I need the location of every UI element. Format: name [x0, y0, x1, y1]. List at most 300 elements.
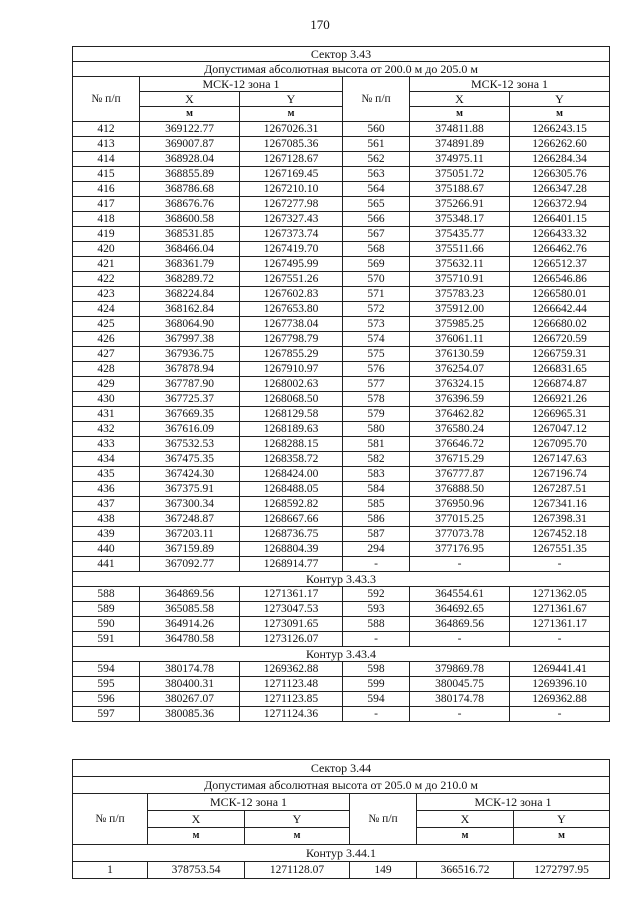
point-number: 436 — [73, 482, 140, 497]
y-value: 1267287.51 — [510, 482, 610, 497]
x-value: 376130.59 — [410, 347, 510, 362]
table-row — [73, 482, 610, 497]
table-row — [73, 677, 610, 692]
table-row — [73, 137, 610, 152]
point-number: 431 — [73, 407, 140, 422]
x-value: 380045.75 — [410, 677, 510, 692]
point-number: 585 — [343, 497, 410, 512]
y-header: Y — [240, 92, 343, 107]
point-number: 419 — [73, 227, 140, 242]
x-value: 375511.66 — [410, 242, 510, 257]
point-number: 579 — [343, 407, 410, 422]
y-value: 1267551.26 — [240, 272, 343, 287]
y-value: 1266512.37 — [510, 257, 610, 272]
table-row — [73, 862, 610, 879]
coord-system-header: МСК-12 зона 1 — [140, 77, 343, 92]
table-row — [73, 212, 610, 227]
x-value: 375912.00 — [410, 302, 510, 317]
table-row — [73, 227, 610, 242]
x-value: 367532.53 — [140, 437, 240, 452]
x-value: 367787.90 — [140, 377, 240, 392]
x-value: 375051.72 — [410, 167, 510, 182]
point-number: 420 — [73, 242, 140, 257]
y-value: 1268002.63 — [240, 377, 343, 392]
y-value: 1267551.35 — [510, 542, 610, 557]
table-row — [73, 167, 610, 182]
x-value: 375783.23 — [410, 287, 510, 302]
x-value: 364780.58 — [140, 632, 240, 647]
y-value: 1268189.63 — [240, 422, 343, 437]
x-value: 368289.72 — [140, 272, 240, 287]
x-value: 376396.59 — [410, 392, 510, 407]
y-value: 1266305.76 — [510, 167, 610, 182]
point-number: 428 — [73, 362, 140, 377]
table-row — [73, 407, 610, 422]
table-row — [73, 302, 610, 317]
x-value: - — [410, 557, 510, 572]
coordinates-table-sector-3-43 — [72, 46, 610, 722]
unit-label: м — [514, 828, 610, 845]
y-value: 1267653.80 — [240, 302, 343, 317]
point-number: 588 — [343, 617, 410, 632]
x-value: 364869.56 — [140, 587, 240, 602]
table-row — [73, 467, 610, 482]
y-value: 1267327.43 — [240, 212, 343, 227]
y-value: 1268068.50 — [240, 392, 343, 407]
table-row — [73, 617, 610, 632]
x-value: 375710.91 — [410, 272, 510, 287]
point-number: 573 — [343, 317, 410, 332]
point-number: 437 — [73, 497, 140, 512]
point-number: 432 — [73, 422, 140, 437]
x-value: 366516.72 — [417, 862, 514, 879]
y-value: 1267495.99 — [240, 257, 343, 272]
x-value: 375435.77 — [410, 227, 510, 242]
point-number: 592 — [343, 587, 410, 602]
table-row — [73, 257, 610, 272]
point-number: 412 — [73, 122, 140, 137]
x-value: 364692.65 — [410, 602, 510, 617]
y-value: 1268129.58 — [240, 407, 343, 422]
point-number: 594 — [73, 662, 140, 677]
table-row — [73, 632, 610, 647]
x-value: 377073.78 — [410, 527, 510, 542]
point-number: 595 — [73, 677, 140, 692]
x-value: 376061.11 — [410, 332, 510, 347]
x-value: 376888.50 — [410, 482, 510, 497]
table-row — [73, 317, 610, 332]
point-number: 427 — [73, 347, 140, 362]
table-row — [73, 287, 610, 302]
point-number: 578 — [343, 392, 410, 407]
y-value: 1266642.44 — [510, 302, 610, 317]
x-value: 367669.35 — [140, 407, 240, 422]
table-row — [73, 242, 610, 257]
point-number: 438 — [73, 512, 140, 527]
point-number: 582 — [343, 452, 410, 467]
point-number: 586 — [343, 512, 410, 527]
point-number: 562 — [343, 152, 410, 167]
sector-title-row — [73, 760, 610, 777]
height-range: Допустимая абсолютная высота от 200.0 м до 205.0 м — [73, 62, 610, 77]
y-value: 1267602.83 — [240, 287, 343, 302]
y-value: 1273126.07 — [240, 632, 343, 647]
y-value: 1267095.70 — [510, 437, 610, 452]
x-value: 368676.76 — [140, 197, 240, 212]
point-number: 440 — [73, 542, 140, 557]
height-range-row — [73, 777, 610, 794]
y-value: 1271361.67 — [510, 602, 610, 617]
y-value: 1267047.12 — [510, 422, 610, 437]
y-value: 1266580.01 — [510, 287, 610, 302]
point-number: 413 — [73, 137, 140, 152]
y-value: 1267026.31 — [240, 122, 343, 137]
point-number: 581 — [343, 437, 410, 452]
y-value: 1267277.98 — [240, 197, 343, 212]
x-value: 375348.17 — [410, 212, 510, 227]
y-value: 1273047.53 — [240, 602, 343, 617]
point-number: 580 — [343, 422, 410, 437]
y-value: - — [510, 632, 610, 647]
x-value: 367475.35 — [140, 452, 240, 467]
y-value: 1266462.76 — [510, 242, 610, 257]
x-header: X — [410, 92, 510, 107]
point-number: 591 — [73, 632, 140, 647]
point-number: 424 — [73, 302, 140, 317]
point-number: 571 — [343, 287, 410, 302]
y-value: 1267341.16 — [510, 497, 610, 512]
x-value: 367092.77 — [140, 557, 240, 572]
x-value: 367375.91 — [140, 482, 240, 497]
y-value: 1266372.94 — [510, 197, 610, 212]
y-value: 1273091.65 — [240, 617, 343, 632]
point-number: 577 — [343, 377, 410, 392]
table-row — [73, 437, 610, 452]
x-value: 368224.84 — [140, 287, 240, 302]
x-value: 368531.85 — [140, 227, 240, 242]
point-number: 588 — [73, 587, 140, 602]
point-number: 599 — [343, 677, 410, 692]
unit-label: м — [245, 828, 350, 845]
x-value: 376715.29 — [410, 452, 510, 467]
y-value: 1267398.31 — [510, 512, 610, 527]
y-value: 1271124.36 — [240, 707, 343, 722]
x-value: 375266.91 — [410, 197, 510, 212]
point-number: 425 — [73, 317, 140, 332]
point-number: 594 — [343, 692, 410, 707]
point-number: 439 — [73, 527, 140, 542]
x-value: - — [410, 707, 510, 722]
x-value: 376580.24 — [410, 422, 510, 437]
y-value: 1267855.29 — [240, 347, 343, 362]
sector-title: Сектор 3.44 — [73, 760, 610, 777]
x-value: 368786.68 — [140, 182, 240, 197]
x-value: 376646.72 — [410, 437, 510, 452]
x-value: 367616.09 — [140, 422, 240, 437]
x-value: 376324.15 — [410, 377, 510, 392]
y-value: 1266680.02 — [510, 317, 610, 332]
x-value: 376254.07 — [410, 362, 510, 377]
header-row — [73, 77, 610, 92]
table-row — [73, 662, 610, 677]
point-number: 564 — [343, 182, 410, 197]
y-value: 1271123.48 — [240, 677, 343, 692]
x-value: 368162.84 — [140, 302, 240, 317]
point-number: 414 — [73, 152, 140, 167]
x-value: 380267.07 — [140, 692, 240, 707]
point-number: 417 — [73, 197, 140, 212]
y-value: 1267910.97 — [240, 362, 343, 377]
x-value: 368064.90 — [140, 317, 240, 332]
table-row — [73, 197, 610, 212]
page-number: 170 — [310, 17, 330, 32]
x-value: 364554.61 — [410, 587, 510, 602]
unit-label: м — [410, 107, 510, 122]
contour-title-row — [73, 845, 610, 862]
y-value: 1268804.39 — [240, 542, 343, 557]
y-header: Y — [245, 811, 350, 828]
point-number: 570 — [343, 272, 410, 287]
y-value: 1267798.79 — [240, 332, 343, 347]
x-value: 380085.36 — [140, 707, 240, 722]
x-header: X — [417, 811, 514, 828]
x-value: 368466.04 — [140, 242, 240, 257]
point-number: 598 — [343, 662, 410, 677]
x-header: X — [148, 811, 245, 828]
point-number: 597 — [73, 707, 140, 722]
y-value: 1271361.17 — [240, 587, 343, 602]
y-value: 1269362.88 — [240, 662, 343, 677]
x-value: 374891.89 — [410, 137, 510, 152]
point-number: 576 — [343, 362, 410, 377]
x-value: 375188.67 — [410, 182, 510, 197]
unit-row — [73, 107, 610, 122]
y-value: 1266759.31 — [510, 347, 610, 362]
point-number: 574 — [343, 332, 410, 347]
y-value: 1267419.70 — [240, 242, 343, 257]
x-value: 364914.26 — [140, 617, 240, 632]
y-value: 1271128.07 — [245, 862, 350, 879]
table-row — [73, 527, 610, 542]
point-number: 441 — [73, 557, 140, 572]
point-number: 434 — [73, 452, 140, 467]
col-number-header: № п/п — [73, 794, 148, 845]
y-value: 1267210.10 — [240, 182, 343, 197]
point-number: 566 — [343, 212, 410, 227]
y-value: 1269362.88 — [510, 692, 610, 707]
x-value: 375985.25 — [410, 317, 510, 332]
point-number: 569 — [343, 257, 410, 272]
table-row — [73, 692, 610, 707]
x-value: 367248.87 — [140, 512, 240, 527]
x-value: 365085.58 — [140, 602, 240, 617]
coordinates-table-sector-3-44 — [72, 759, 610, 879]
point-number: 593 — [343, 602, 410, 617]
x-value: 374811.88 — [410, 122, 510, 137]
col-number-header: № п/п — [350, 794, 417, 845]
table-row — [73, 347, 610, 362]
x-value: 367725.37 — [140, 392, 240, 407]
y-value: 1268424.00 — [240, 467, 343, 482]
y-value: 1268667.66 — [240, 512, 343, 527]
unit-label: м — [510, 107, 610, 122]
contour-title-row — [73, 647, 610, 662]
point-number: 567 — [343, 227, 410, 242]
table-row — [73, 422, 610, 437]
x-value: 367300.34 — [140, 497, 240, 512]
x-value: 368600.58 — [140, 212, 240, 227]
table-row — [73, 122, 610, 137]
coord-system-header: МСК-12 зона 1 — [410, 77, 610, 92]
table-row — [73, 542, 610, 557]
y-value: 1267738.04 — [240, 317, 343, 332]
point-number: 430 — [73, 392, 140, 407]
table-row — [73, 332, 610, 347]
x-value: 369122.77 — [140, 122, 240, 137]
y-value: 1267373.74 — [240, 227, 343, 242]
point-number: 415 — [73, 167, 140, 182]
y-value: 1266401.15 — [510, 212, 610, 227]
y-value: 1266262.60 — [510, 137, 610, 152]
y-value: 1266874.87 — [510, 377, 610, 392]
y-value: 1269441.41 — [510, 662, 610, 677]
x-value: 376777.87 — [410, 467, 510, 482]
y-value: 1266347.28 — [510, 182, 610, 197]
y-value: 1267452.18 — [510, 527, 610, 542]
x-value: 377176.95 — [410, 542, 510, 557]
unit-label: м — [140, 107, 240, 122]
y-value: 1266243.15 — [510, 122, 610, 137]
y-value: 1266965.31 — [510, 407, 610, 422]
y-value: 1268592.82 — [240, 497, 343, 512]
point-number: 568 — [343, 242, 410, 257]
axis-header-row — [73, 92, 610, 107]
point-number: 563 — [343, 167, 410, 182]
x-value: 378753.54 — [148, 862, 245, 879]
x-value: 368361.79 — [140, 257, 240, 272]
y-value: 1266546.86 — [510, 272, 610, 287]
contour-title: Контур 3.43.4 — [73, 647, 610, 662]
y-value: 1267128.67 — [240, 152, 343, 167]
point-number: 590 — [73, 617, 140, 632]
x-value: 380400.31 — [140, 677, 240, 692]
point-number: 572 — [343, 302, 410, 317]
table-row — [73, 557, 610, 572]
point-number: - — [343, 632, 410, 647]
sector-title-row — [73, 47, 610, 62]
x-value: 364869.56 — [410, 617, 510, 632]
y-value: - — [510, 707, 610, 722]
point-number: - — [343, 557, 410, 572]
y-header: Y — [510, 92, 610, 107]
y-value: 1266720.59 — [510, 332, 610, 347]
height-range: Допустимая абсолютная высота от 205.0 м до 210.0 м — [73, 777, 610, 794]
point-number: 587 — [343, 527, 410, 542]
x-value: 367936.75 — [140, 347, 240, 362]
point-number: 589 — [73, 602, 140, 617]
point-number: 560 — [343, 122, 410, 137]
y-value: 1271361.17 — [510, 617, 610, 632]
y-value: 1271362.05 — [510, 587, 610, 602]
point-number: 435 — [73, 467, 140, 482]
contour-title: Контур 3.43.3 — [73, 572, 610, 587]
unit-label: м — [417, 828, 514, 845]
y-value: 1268736.75 — [240, 527, 343, 542]
y-value: 1267196.74 — [510, 467, 610, 482]
y-value: 1268358.72 — [240, 452, 343, 467]
x-value: 380174.78 — [410, 692, 510, 707]
table-row — [73, 392, 610, 407]
table-row — [73, 272, 610, 287]
table-row — [73, 587, 610, 602]
point-number: 575 — [343, 347, 410, 362]
y-value: 1268914.77 — [240, 557, 343, 572]
x-value: 380174.78 — [140, 662, 240, 677]
x-value: 374975.11 — [410, 152, 510, 167]
point-number: 416 — [73, 182, 140, 197]
x-value: 367997.38 — [140, 332, 240, 347]
table-row — [73, 182, 610, 197]
point-number: 583 — [343, 467, 410, 482]
y-value: 1272797.95 — [514, 862, 610, 879]
y-value: 1267147.63 — [510, 452, 610, 467]
contour-title: Контур 3.44.1 — [73, 845, 610, 862]
x-value: 377015.25 — [410, 512, 510, 527]
height-range-row — [73, 62, 610, 77]
table-row — [73, 602, 610, 617]
point-number: 426 — [73, 332, 140, 347]
point-number: 294 — [343, 542, 410, 557]
y-value: - — [510, 557, 610, 572]
x-value: 367159.89 — [140, 542, 240, 557]
point-number: 584 — [343, 482, 410, 497]
y-value: 1269396.10 — [510, 677, 610, 692]
table-row — [73, 512, 610, 527]
coord-system-header: МСК-12 зона 1 — [417, 794, 610, 811]
unit-row — [73, 828, 610, 845]
x-value: 367203.11 — [140, 527, 240, 542]
col-number-header: № п/п — [73, 77, 140, 122]
y-header: Y — [514, 811, 610, 828]
y-value: 1267169.45 — [240, 167, 343, 182]
header-row — [73, 794, 610, 811]
contour-title-row — [73, 572, 610, 587]
table-row — [73, 152, 610, 167]
point-number: 429 — [73, 377, 140, 392]
table-row — [73, 452, 610, 467]
x-value: 376950.96 — [410, 497, 510, 512]
unit-label: м — [148, 828, 245, 845]
point-number: 418 — [73, 212, 140, 227]
col-number-header: № п/п — [343, 77, 410, 122]
y-value: 1266433.32 — [510, 227, 610, 242]
y-value: 1266921.26 — [510, 392, 610, 407]
x-value: 368855.89 — [140, 167, 240, 182]
point-number: 565 — [343, 197, 410, 212]
sector-title: Сектор 3.43 — [73, 47, 610, 62]
x-value: 367424.30 — [140, 467, 240, 482]
x-value: 379869.78 — [410, 662, 510, 677]
y-value: 1266831.65 — [510, 362, 610, 377]
table-row — [73, 707, 610, 722]
table-row — [73, 497, 610, 512]
x-value: 369007.87 — [140, 137, 240, 152]
point-number: 422 — [73, 272, 140, 287]
y-value: 1268488.05 — [240, 482, 343, 497]
table-row — [73, 377, 610, 392]
point-number: 423 — [73, 287, 140, 302]
y-value: 1267085.36 — [240, 137, 343, 152]
